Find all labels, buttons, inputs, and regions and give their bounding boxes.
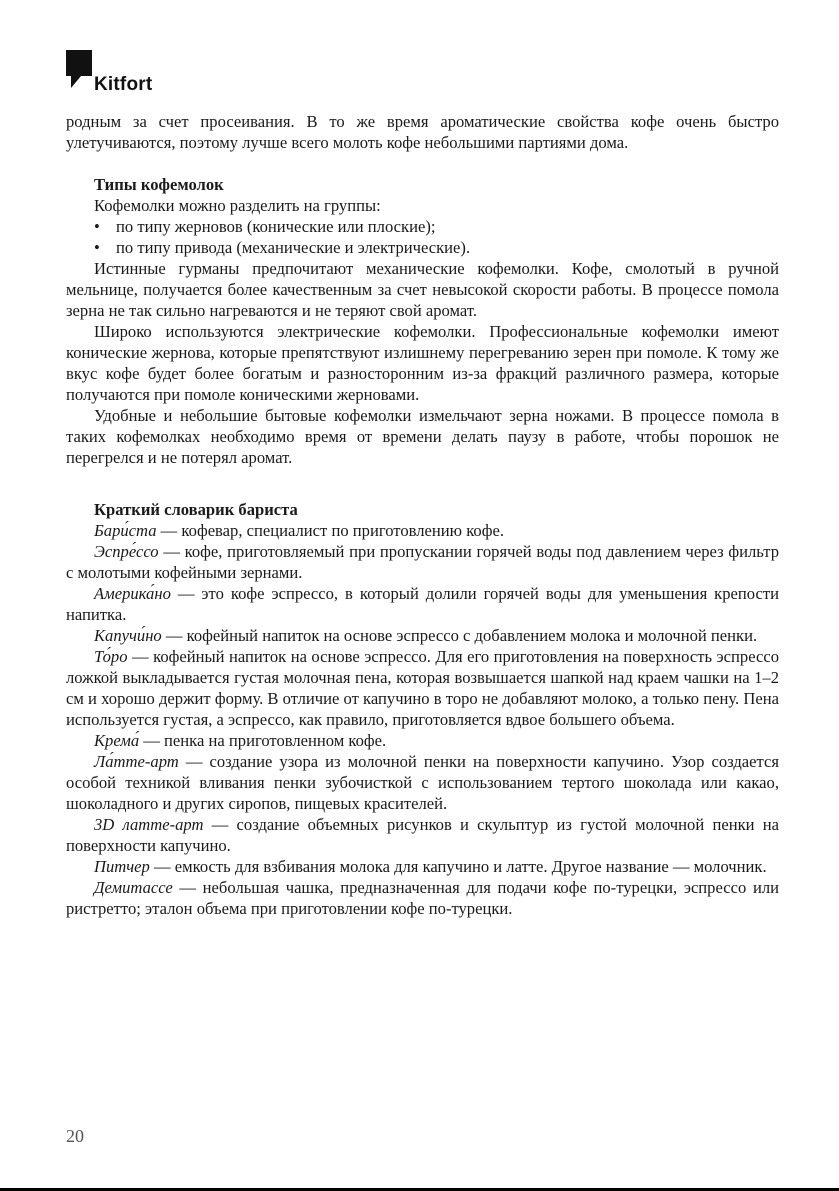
list-item	[66, 237, 779, 258]
intro-paragraph: родным за счет просеивания. В то же время ароматические свойства кофе очень быстро улетучиваются, поэтому лучше всего молоть кофе небольшими партиями дома.	[66, 112, 779, 152]
glossary-entry	[66, 541, 779, 583]
glossary-definition: — это кофе эспрессо, в который долили горячей воды для уменьшения крепости напитка.	[66, 584, 779, 624]
glossary-term: Капучи́но	[94, 626, 162, 645]
glossary-term: Америка́но	[94, 584, 171, 603]
types-paragraph: Удобные и небольшие бытовые кофемолки измельчают зерна ножами. В процессе помола в таких кофемолках необходимо время от времени делать паузу в работе, чтобы порошок не перегрелся и не потерял аромат.	[66, 406, 779, 467]
glossary-term: Ла́тте-арт	[94, 752, 179, 771]
glossary-term: Питчер	[94, 857, 150, 876]
glossary-entry	[66, 730, 779, 751]
list-item	[66, 216, 779, 237]
glossary-term: Демитассе	[94, 878, 173, 897]
glossary-entry	[66, 751, 779, 814]
glossary-term: Бари́ста	[94, 521, 157, 540]
types-paragraph: Широко используются электрические кофемолки. Профессиональные кофемолки имеют конические жернова, которые препятствуют излишнему перегреванию зерен при помоле. К тому же вкус кофе будет более богатым и разносторонним из-за фракций различного размера, которые получаются при помоле коническими жерновами.	[66, 322, 779, 404]
types-lead: Кофемолки можно разделить на группы:	[94, 196, 381, 215]
bullet-icon: •	[94, 238, 100, 257]
list-item-text: по типу привода (механические и электрические).	[116, 238, 471, 257]
section-heading-types: Типы кофемолок	[94, 175, 224, 194]
glossary-entry	[66, 583, 779, 625]
brand-name: Kitfort	[94, 74, 153, 95]
glossary-entry	[66, 646, 779, 730]
glossary-definition: — кофейный напиток на основе эспрессо. Для его приготовления на поверхность эспрессо ложкой выкладывается густая молочная пена, которая возвышается шапкой над краем чашки на 1–2 см и хорошо держит форму. В отличие от капучино в торо не добавляют молоко, а только пену. Пена используется густая, а эспрессо, как правило, приготовляется вдвое большего объема.	[66, 647, 779, 729]
glossary-definition: — кофевар, специалист по приготовлению кофе.	[156, 521, 504, 540]
list-item-text: по типу жерновов (конические или плоские);	[116, 217, 436, 236]
page-number: 20	[66, 1126, 84, 1146]
glossary-definition: — кофейный напиток на основе эспрессо с добавлением молока и молочной пенки.	[161, 626, 758, 645]
glossary-entry	[66, 814, 779, 856]
glossary-definition: — небольшая чашка, предназначенная для подачи кофе по-турецки, эспрессо или ристретто; эталон объема при приготовлении кофе по-турецки.	[66, 878, 779, 918]
glossary-term: То́ро	[94, 647, 128, 666]
glossary-entry	[66, 877, 779, 919]
glossary-definition: — создание узора из молочной пенки на поверхности капучино. Узор создается особой техникой вливания пенки зубочисткой с использованием тертого шоколада или какао, шоколадного и других сиропов, пищевых красителей.	[66, 752, 779, 813]
glossary-entry	[66, 520, 779, 541]
glossary-term: Крема́	[94, 731, 140, 750]
bullet-icon: •	[94, 217, 100, 236]
glossary-entry	[66, 856, 779, 877]
glossary-entry	[66, 625, 779, 646]
types-paragraph: Истинные гурманы предпочитают механические кофемолки. Кофе, смолотый в ручной мельнице, получается более качественным за счет невысокой скорости работы. В процессе помола зерна не так сильно нагреваются и не теряют свой аромат.	[66, 259, 779, 320]
glossary-definition: — пенка на приготовленном кофе.	[139, 731, 387, 750]
glossary-definition: — емкость для взбивания молока для капучино и латте. Другое название — молочник.	[149, 857, 767, 876]
glossary-definition: — кофе, приготовляемый при пропускании горячей воды под давлением через фильтр с молотыми кофейными зернами.	[66, 542, 779, 582]
section-heading-glossary: Краткий словарик бариста	[94, 500, 298, 519]
glossary-term: 3D латте-арт	[94, 815, 204, 834]
glossary-definition: — создание объемных рисунков и скульптур из густой молочной пенки на поверхности капучино.	[66, 815, 779, 855]
brand-logo	[66, 50, 176, 94]
kitfort-logo-icon	[66, 50, 92, 90]
page-content	[66, 111, 779, 919]
glossary-term: Эспре́ссо	[94, 542, 159, 561]
